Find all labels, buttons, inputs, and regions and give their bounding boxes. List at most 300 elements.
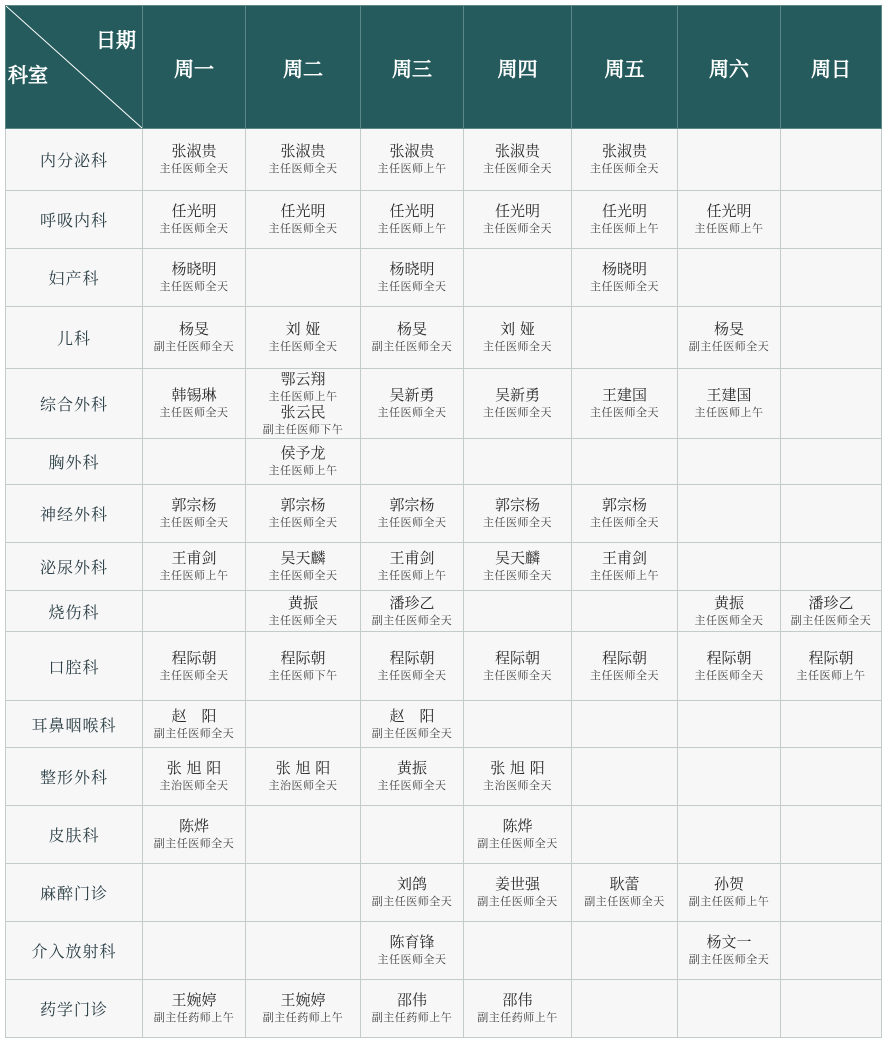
doctor-entry: [678, 203, 780, 236]
doctor-title: 主任医师全天: [590, 406, 659, 420]
schedule-cell: [781, 748, 882, 806]
doctor-name: 程际朝: [171, 648, 217, 667]
doctor-name: 杨晓明: [601, 260, 647, 279]
schedule-cell: [246, 864, 361, 922]
doctor-entry: [246, 203, 360, 236]
schedule-cell: [361, 129, 464, 191]
schedule-cell: [464, 485, 572, 543]
doctor-entry: [464, 321, 571, 354]
doctor-title: 主任医师全天: [268, 613, 338, 627]
schedule-cell: [572, 543, 678, 591]
doctor-entry: [572, 261, 677, 294]
doctor-title: 主治医师全天: [268, 779, 338, 793]
doctor-title: 主任医师上午: [796, 668, 866, 682]
doctor-title: 副主任医师全天: [688, 340, 770, 354]
schedule-cell: [572, 701, 678, 748]
doctor-entry: [143, 321, 245, 354]
doctor-title: 主任医师全天: [268, 222, 338, 236]
doctor-title: 主任医师全天: [483, 668, 552, 682]
doctor-entry: [361, 261, 463, 294]
schedule-cell: [361, 485, 464, 543]
schedule-cell: [246, 701, 361, 748]
doctor-title: 主任医师全天: [377, 406, 447, 420]
doctor-name: 王甫剑: [171, 549, 217, 568]
schedule-cell: [361, 980, 464, 1038]
doctor-entry: [246, 650, 360, 683]
schedule-cell: [246, 980, 361, 1038]
table-row: [6, 748, 882, 806]
doctor-entry: [781, 595, 881, 628]
doctor-title: 主任医师全天: [159, 162, 229, 176]
doctor-title: 主任医师下午: [268, 668, 338, 682]
doctor-entry: [143, 550, 245, 583]
doctor-name: 郭宗杨: [389, 496, 435, 515]
doctor-entry: [361, 708, 463, 741]
doctor-name: 黄振: [396, 759, 427, 778]
doctor-title: 主任医师全天: [590, 280, 659, 294]
day-header: 周五: [572, 6, 678, 129]
doctor-name: 程际朝: [389, 648, 435, 667]
schedule-cell: [781, 439, 882, 485]
doctor-entry: [464, 550, 571, 583]
doctor-name: 任光明: [171, 202, 217, 221]
table-row: [6, 980, 882, 1038]
schedule-cell: [464, 701, 572, 748]
schedule-cell: [464, 307, 572, 369]
doctor-title: 副主任医师全天: [688, 953, 770, 967]
doctor-title: 副主任医师全天: [153, 726, 235, 740]
schedule-cell: [781, 591, 882, 632]
schedule-cell: [361, 806, 464, 864]
schedule-cell: [143, 701, 246, 748]
schedule-cell: [678, 191, 781, 249]
schedule-cell: [572, 864, 678, 922]
doctor-name: 王甫剑: [389, 549, 435, 568]
doctor-title: 主任医师全天: [268, 516, 338, 530]
doctor-title: 主任医师全天: [483, 340, 552, 354]
schedule-cell: [464, 864, 572, 922]
department-name: 内分泌科: [6, 129, 143, 191]
doctor-title: 副主任医师全天: [371, 895, 453, 909]
schedule-cell: [781, 632, 882, 701]
schedule-cell: [143, 307, 246, 369]
doctor-name: 鄂云翔: [280, 369, 326, 388]
schedule-cell: [678, 864, 781, 922]
doctor-title: 副主任药师上午: [262, 1011, 344, 1025]
doctor-name: 杨旻: [396, 320, 427, 339]
schedule-cell: [143, 632, 246, 701]
schedule-cell: [143, 922, 246, 980]
doctor-name: 程际朝: [280, 648, 326, 667]
doctor-title: 主任医师全天: [694, 668, 764, 682]
doctor-entry: [361, 934, 463, 967]
schedule-cell: [361, 922, 464, 980]
department-name: 口腔科: [6, 632, 143, 701]
schedule-cell: [246, 748, 361, 806]
schedule-cell: [781, 307, 882, 369]
doctor-entry: [361, 203, 463, 236]
schedule-cell: [464, 806, 572, 864]
doctor-title: 副主任药师上午: [477, 1011, 558, 1025]
schedule-cell: [781, 249, 882, 307]
doctor-name: 张 旭 阳: [166, 759, 222, 778]
doctor-title: 主任医师全天: [483, 516, 552, 530]
department-name: 妇产科: [6, 249, 143, 307]
doctor-name: 耿蕾: [609, 875, 640, 894]
table-row: [6, 701, 882, 748]
doctor-name: 赵 阳: [171, 706, 217, 725]
schedule-cell: [246, 485, 361, 543]
table-row: [6, 806, 882, 864]
doctor-name: 郭宗杨: [494, 496, 540, 515]
schedule-cell: [572, 249, 678, 307]
doctor-name: 张淑贵: [280, 142, 326, 161]
doctor-title: 主治医师全天: [483, 779, 552, 793]
schedule-cell: [246, 439, 361, 485]
table-row: [6, 129, 882, 191]
doctor-name: 吴天麟: [280, 549, 326, 568]
doctor-title: 副主任医师全天: [790, 613, 872, 627]
doctor-entry: [143, 387, 245, 420]
schedule-cell: [678, 591, 781, 632]
doctor-entry: [246, 445, 360, 478]
doctor-name: 陈烨: [502, 817, 533, 836]
doctor-title: 主任医师全天: [377, 779, 447, 793]
schedule-cell: [572, 748, 678, 806]
doctor-entry: [143, 992, 245, 1025]
doctor-title: 副主任医师全天: [371, 613, 453, 627]
schedule-cell: [678, 249, 781, 307]
schedule-cell: [678, 701, 781, 748]
doctor-name: 杨旻: [713, 320, 744, 339]
doctor-title: 主任医师上午: [694, 406, 764, 420]
department-name: 泌尿外科: [6, 543, 143, 591]
doctor-entry: [246, 497, 360, 530]
doctor-title: 主任医师全天: [268, 340, 338, 354]
day-header: 周四: [464, 6, 572, 129]
doctor-entry: [361, 760, 463, 793]
doctor-entry: [361, 550, 463, 583]
schedule-cell: [572, 980, 678, 1038]
doctor-name: 张 旭 阳: [490, 759, 545, 778]
department-name: 耳鼻咽喉科: [6, 701, 143, 748]
doctor-entry: [361, 595, 463, 628]
doctor-name: 杨文一: [706, 933, 752, 952]
doctor-entry: [246, 550, 360, 583]
doctor-title: 副主任医师下午: [262, 422, 344, 436]
schedule-cell: [678, 129, 781, 191]
doctor-entry: [143, 650, 245, 683]
doctor-entry: [464, 203, 571, 236]
doctor-name: 潘珍乙: [389, 593, 435, 612]
schedule-cell: [143, 249, 246, 307]
doctor-title: 主任医师全天: [159, 668, 229, 682]
table-row: [6, 249, 882, 307]
doctor-title: 副主任医师全天: [371, 340, 453, 354]
doctor-title: 副主任医师全天: [477, 837, 558, 851]
schedule-cell: [464, 922, 572, 980]
schedule-cell: [143, 369, 246, 439]
doctor-entry: [464, 497, 571, 530]
schedule-cell: [143, 485, 246, 543]
schedule-cell: [781, 543, 882, 591]
doctor-name: 任光明: [706, 202, 752, 221]
doctor-name: 任光明: [494, 202, 540, 221]
schedule-cell: [143, 980, 246, 1038]
doctor-title: 主任医师全天: [377, 516, 447, 530]
doctor-name: 杨晓明: [171, 260, 217, 279]
schedule-cell: [572, 485, 678, 543]
schedule-cell: [572, 191, 678, 249]
schedule-table: [5, 5, 882, 1038]
schedule-cell: [246, 543, 361, 591]
schedule-cell: [572, 922, 678, 980]
doctor-entry: [361, 650, 463, 683]
schedule-cell: [781, 485, 882, 543]
schedule-cell: [678, 485, 781, 543]
doctor-title: 主任医师全天: [483, 162, 552, 176]
doctor-title: 主任医师全天: [694, 613, 764, 627]
doctor-title: 主任医师全天: [268, 162, 338, 176]
table-row: [6, 864, 882, 922]
department-name: 神经外科: [6, 485, 143, 543]
doctor-name: 陈烨: [178, 817, 209, 836]
schedule-cell: [781, 864, 882, 922]
doctor-title: 主任医师全天: [483, 406, 552, 420]
table-row: [6, 485, 882, 543]
doctor-entry: [464, 876, 571, 909]
department-name: 皮肤科: [6, 806, 143, 864]
doctor-title: 主任医师上午: [377, 162, 447, 176]
doctor-name: 张云民: [280, 402, 326, 421]
table-row: [6, 369, 882, 439]
doctor-title: 主任医师上午: [590, 569, 659, 583]
schedule-cell: [781, 369, 882, 439]
doctor-entry: [464, 760, 571, 793]
department-name: 药学门诊: [6, 980, 143, 1038]
schedule-cell: [246, 632, 361, 701]
doctor-name: 杨旻: [178, 320, 209, 339]
table-row: [6, 439, 882, 485]
doctor-name: 韩锡琳: [171, 386, 217, 405]
doctor-title: 主任医师全天: [590, 668, 659, 682]
doctor-name: 邵伟: [396, 991, 427, 1010]
doctor-name: 王甫剑: [601, 549, 647, 568]
doctor-name: 程际朝: [601, 648, 647, 667]
doctor-entry: [361, 143, 463, 176]
doctor-entry: [361, 387, 463, 420]
schedule-cell: [246, 249, 361, 307]
schedule-cell: [464, 369, 572, 439]
doctor-entry: [678, 595, 780, 628]
doctor-name: 张淑贵: [171, 142, 217, 161]
doctor-entry: [464, 143, 571, 176]
schedule-cell: [246, 191, 361, 249]
schedule-cell: [678, 369, 781, 439]
doctor-name: 程际朝: [706, 648, 752, 667]
doctor-entry: [572, 497, 677, 530]
doctor-name: 任光明: [280, 202, 326, 221]
department-name: 介入放射科: [6, 922, 143, 980]
doctor-entry: [361, 321, 463, 354]
doctor-entry: [143, 143, 245, 176]
schedule-cell: [572, 439, 678, 485]
department-name: 烧伤科: [6, 591, 143, 632]
doctor-name: 潘珍乙: [808, 593, 854, 612]
schedule-cell: [246, 806, 361, 864]
schedule-cell: [464, 191, 572, 249]
doctor-title: 主任医师全天: [159, 406, 229, 420]
doctor-name: 张淑贵: [494, 142, 540, 161]
doctor-title: 主任医师全天: [159, 222, 229, 236]
doctor-entry: [143, 708, 245, 741]
day-header: 周一: [143, 6, 246, 129]
schedule-cell: [572, 369, 678, 439]
schedule-cell: [464, 748, 572, 806]
schedule-cell: [143, 543, 246, 591]
doctor-name: 张淑贵: [389, 142, 435, 161]
table-row: [6, 632, 882, 701]
doctor-title: 主任医师全天: [483, 222, 552, 236]
header-row: [6, 6, 882, 129]
doctor-entry: [246, 760, 360, 793]
schedule-cell: [361, 632, 464, 701]
doctor-entry: [572, 143, 677, 176]
schedule-cell: [464, 439, 572, 485]
schedule-cell: [678, 307, 781, 369]
doctor-title: 主任医师全天: [159, 516, 229, 530]
doctor-title: 主治医师全天: [159, 779, 229, 793]
schedule-cell: [678, 922, 781, 980]
doctor-name: 王婉婷: [171, 991, 217, 1010]
doctor-name: 刘鸽: [396, 875, 427, 894]
schedule-cell: [246, 129, 361, 191]
schedule-cell: [361, 701, 464, 748]
schedule-cell: [572, 307, 678, 369]
schedule-cell: [678, 439, 781, 485]
department-name: 综合外科: [6, 369, 143, 439]
doctor-title: 主任医师上午: [377, 569, 447, 583]
schedule-cell: [678, 543, 781, 591]
doctor-title: 副主任药师上午: [371, 1011, 453, 1025]
schedule-cell: [464, 591, 572, 632]
schedule-cell: [361, 191, 464, 249]
department-name: 呼吸内科: [6, 191, 143, 249]
schedule-cell: [246, 922, 361, 980]
dept-axis-label: 科室: [8, 63, 48, 87]
day-header: 周六: [678, 6, 781, 129]
doctor-entry: [572, 203, 677, 236]
doctor-title: 副主任药师上午: [153, 1011, 235, 1025]
schedule-cell: [143, 439, 246, 485]
table-row: [6, 191, 882, 249]
doctor-entry: [143, 261, 245, 294]
doctor-name: 邵伟: [502, 991, 533, 1010]
schedule-cell: [572, 632, 678, 701]
schedule-cell: [781, 922, 882, 980]
table-row: [6, 543, 882, 591]
schedule-cell: [781, 806, 882, 864]
schedule-cell: [361, 439, 464, 485]
doctor-title: 副主任医师全天: [371, 726, 453, 740]
schedule-cell: [143, 191, 246, 249]
doctor-name: 程际朝: [494, 648, 540, 667]
schedule-cell: [246, 307, 361, 369]
doctor-entry: [361, 876, 463, 909]
doctor-entry: [246, 992, 360, 1025]
doctor-name: 任光明: [601, 202, 647, 221]
doctor-name: 刘 娅: [285, 320, 321, 339]
schedule-cell: [361, 748, 464, 806]
schedule-cell: [143, 748, 246, 806]
schedule-cell: [361, 249, 464, 307]
schedule-cell: [781, 701, 882, 748]
schedule-cell: [678, 806, 781, 864]
schedule-cell: [678, 980, 781, 1038]
doctor-entry: [246, 321, 360, 354]
doctor-entry: [781, 650, 881, 683]
doctor-title: 主任医师全天: [159, 280, 229, 294]
doctor-title: 主任医师全天: [268, 569, 338, 583]
doctor-name: 吴新勇: [389, 386, 435, 405]
doctor-title: 副主任医师全天: [584, 895, 665, 909]
doctor-entry: [572, 550, 677, 583]
doctor-entry: [572, 876, 677, 909]
doctor-name: 郭宗杨: [171, 496, 217, 515]
doctor-entry: [246, 371, 360, 404]
schedule-cell: [464, 249, 572, 307]
schedule-cell: [464, 129, 572, 191]
doctor-name: 王建国: [706, 386, 752, 405]
schedule-cell: [781, 980, 882, 1038]
doctor-name: 姜世强: [494, 875, 540, 894]
department-name: 麻醉门诊: [6, 864, 143, 922]
doctor-name: 任光明: [389, 202, 435, 221]
doctor-entry: [678, 321, 780, 354]
department-name: 儿科: [6, 307, 143, 369]
schedule-cell: [678, 632, 781, 701]
schedule-cell: [678, 748, 781, 806]
table-row: [6, 591, 882, 632]
table-row: [6, 922, 882, 980]
doctor-entry: [464, 992, 571, 1025]
doctor-entry: [246, 404, 360, 437]
doctor-entry: [361, 992, 463, 1025]
doctor-entry: [678, 387, 780, 420]
doctor-entry: [464, 818, 571, 851]
doctor-title: 主任医师上午: [377, 222, 447, 236]
doctor-title: 主任医师上午: [694, 222, 764, 236]
doctor-name: 孙贺: [713, 875, 744, 894]
doctor-name: 程际朝: [808, 648, 854, 667]
department-name: 整形外科: [6, 748, 143, 806]
doctor-name: 赵 阳: [389, 706, 435, 725]
doctor-title: 副主任医师全天: [153, 837, 235, 851]
doctor-name: 张 旭 阳: [275, 759, 331, 778]
doctor-title: 主任医师全天: [377, 280, 447, 294]
doctor-name: 吴天麟: [494, 549, 540, 568]
doctor-name: 刘 娅: [500, 320, 535, 339]
schedule-cell: [781, 129, 882, 191]
schedule-cell: [572, 806, 678, 864]
doctor-entry: [246, 143, 360, 176]
schedule-cell: [143, 129, 246, 191]
doctor-entry: [143, 497, 245, 530]
doctor-entry: [678, 876, 780, 909]
doctor-title: 主任医师上午: [268, 464, 338, 478]
doctor-name: 郭宗杨: [601, 496, 647, 515]
doctor-entry: [361, 497, 463, 530]
